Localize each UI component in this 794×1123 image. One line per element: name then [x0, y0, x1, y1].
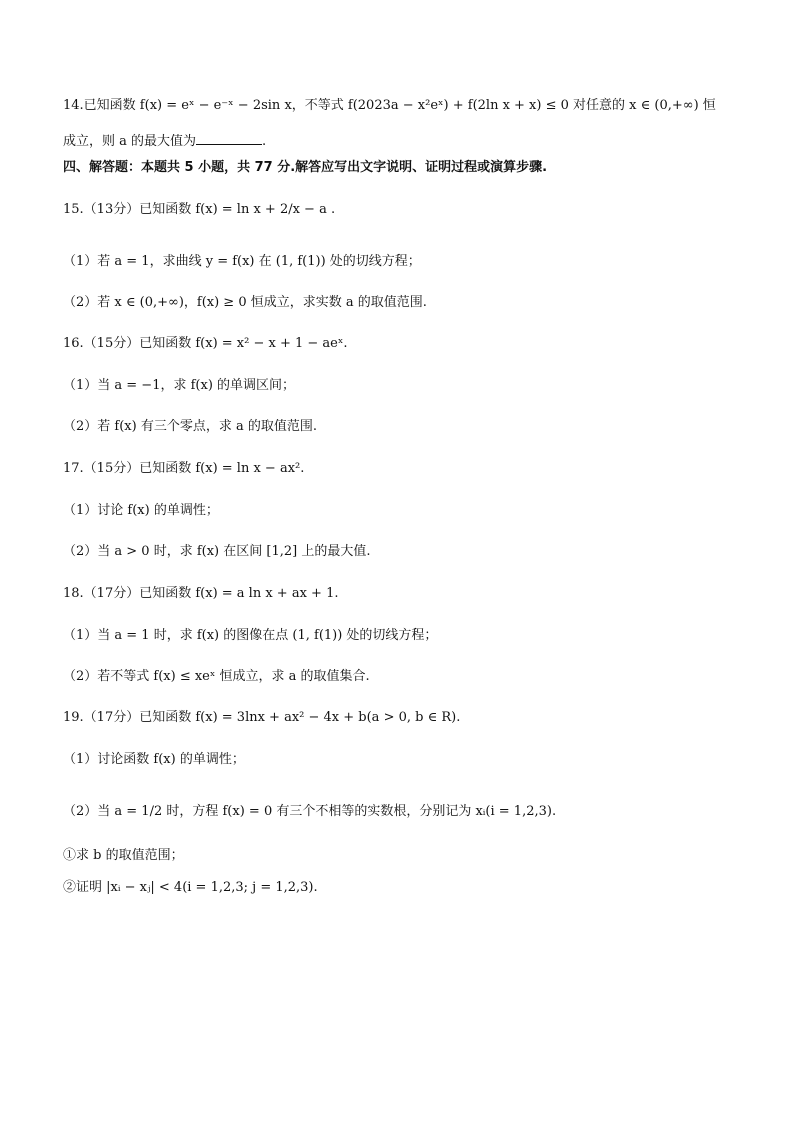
q18-stem: 18.（17分）已知函数 f(x) = a ln x + ax + 1. [63, 586, 339, 601]
q14-line2 [63, 132, 724, 152]
q15-stem: 15.（13分）已知函数 f(x) = ln x + 2/x − a . [63, 202, 336, 217]
q17-part2: （2）当 a > 0 时，求 f(x) 在区间 [1,2] 上的最大值. [63, 544, 371, 559]
q14-line2-suffix: . [262, 134, 267, 149]
section-heading: 四、解答题：本题共 5 小题，共 77 分.解答应写出文字说明、证明过程或演算步骤. [63, 160, 548, 175]
q19-sub2: ②证明 |xᵢ − xⱼ| < 4(i = 1,2,3; j = 1,2,3). [63, 880, 318, 895]
q19-part2: （2）当 a = 1/2 时，方程 f(x) = 0 有三个不相等的实数根，分别记为 xᵢ(i = 1,2,3). [63, 804, 557, 819]
q16-part1: （1）当 a = −1，求 f(x) 的单调区间； [63, 378, 296, 393]
q15-part2: （2）若 x ∈ (0,+∞)，f(x) ≥ 0 恒成立，求实数 a 的取值范围. [63, 295, 427, 310]
q14-line1: 14.已知函数 f(x) = eˣ − e⁻ˣ − 2sin x，不等式 f(2023a − x²eˣ) + f(2ln x + x) ≤ 0 对任意的 x ∈ (0,+∞) 恒 [63, 98, 716, 113]
q18-part1: （1）当 a = 1 时，求 f(x) 的图像在点 (1, f(1)) 处的切线方程； [63, 628, 438, 643]
q14-line2-prefix: 成立，则 a 的最大值为 [63, 134, 197, 149]
q15-part1: （1）若 a = 1，求曲线 y = f(x) 在 (1, f(1)) 处的切线方程； [63, 254, 421, 269]
q16-stem: 16.（15分）已知函数 f(x) = x² − x + 1 − aeˣ. [63, 336, 348, 351]
q18-part2: （2）若不等式 f(x) ≤ xeˣ 恒成立，求 a 的取值集合. [63, 669, 370, 684]
q19-stem: 19.（17分）已知函数 f(x) = 3lnx + ax² − 4x + b(a > 0, b ∈ R). [63, 710, 461, 725]
q17-stem: 17.（15分）已知函数 f(x) = ln x − ax². [63, 461, 305, 476]
q16-part2: （2）若 f(x) 有三个零点，求 a 的取值范围. [63, 419, 317, 434]
q19-sub1: ①求 b 的取值范围； [63, 848, 184, 863]
answer-blank[interactable] [196, 132, 262, 145]
q19-part1: （1）讨论函数 f(x) 的单调性； [63, 752, 245, 767]
q17-part1: （1）讨论 f(x) 的单调性； [63, 503, 219, 518]
